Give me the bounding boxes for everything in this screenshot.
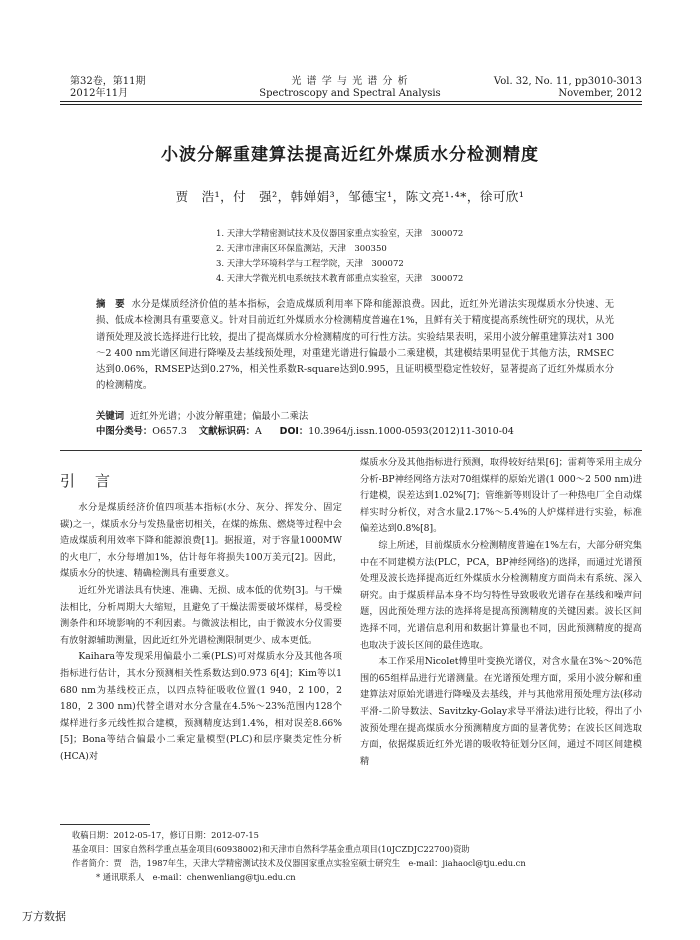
author-list: 贾 浩¹，付 强²，韩婵娟³，邹德宝¹，陈文亮¹·⁴*，徐可欣¹ — [175, 189, 525, 204]
watermark: 万方数据 — [22, 910, 66, 923]
left-column — [60, 500, 342, 766]
footnote-corresponding: * 通讯联系人 e-mail：chenwenliang@tju.edu.cn — [96, 872, 296, 882]
classification-line — [96, 425, 616, 439]
doi-value: 10.3964/j.issn.1000-0593(2012)11-3010-04 — [308, 426, 514, 437]
doc-code-value: A — [254, 426, 262, 437]
abstract — [96, 297, 614, 395]
affiliation-list — [216, 227, 463, 287]
section-heading: 引言 — [60, 472, 131, 490]
abstract-label: 摘 要 — [96, 299, 125, 310]
abstract-text: 水分是煤质经济价值的基本指标，会造成煤质利用率下降和能源浪费。因此，近红外光谱法实现煤质水分快速、无损、低成本检测具有重要意义。针对目前近红外煤质水分检测精度普遍在1%，且鲜有关于精度提高系统性研究的现状，从光谱预处理及波长选择进行比较，提出了提高煤质水分检测精度的可行性方法。实验结果表明，采用小波分解重建算法对1 300～2 400 nm光谱区间进行降噪及去基线预处理，对重建光谱进行偏最小二乘建模，其建模结果明显优于其他方法，RMSEC达到0.06%，RMSEP达到0.27%，相关性系数R-square达到0.995，且证明模型稳定性较好，显著提高了近红外煤质水分的检测精度。 — [96, 299, 614, 392]
affiliation-item: 4. 天津大学微光机电系统技术教育部重点实验室，天津 300072 — [216, 274, 464, 284]
footnote-fund: 基金项目：国家自然科学重点基金项目(60938002)和天津市自然科学基金重点项目(10JCZDJC22700)资助 — [72, 844, 470, 854]
header-rule-thin — [60, 104, 642, 105]
body-paragraph: 煤质水分及其他指标进行预测，取得较好结果[6]；雷莉等采用主成分分析-BP神经网络方法对70组煤样的原始光谱(1 000～2 500 nm)进行建模，误差达到1.02%[7]；管维新等则设计了一种热电厂全自动煤样实时分析仪，对含水量2.17%～5.4%的人炉煤样进行实验，标准偏差达到0.8%[8]。 — [360, 457, 642, 535]
journal-citation — [494, 76, 642, 100]
keywords — [96, 410, 616, 424]
keywords-text: 近红外光谱；小波分解重建；偏最小二乘法 — [130, 411, 309, 422]
body-paragraph: 综上所述，目前煤质水分检测精度普遍在1%左右，大部分研究集中在不同建模方法(PLC，PCA，BP神经网络)的选择，而通过光谱预处理及波长选择提高近红外煤质水分检测精度方面尚未有系统、深入研究。由于煤质样品本身不均匀特性导致吸收光谱存在基线和噪声问题，因此预处理方法的选择将是提高预测精度的关键因素。波长区间选择不同，光谱信息利用和数据计算量也不同，因此预测精度的提高也取决于波长区间的最佳选取。 — [360, 539, 642, 651]
clc-label: 中图分类号： — [96, 426, 153, 437]
doi-label: DOI： — [279, 426, 309, 437]
journal-name-en: Spectroscopy and Spectral Analysis — [259, 88, 441, 99]
right-column — [360, 455, 642, 770]
citation-date: November, 2012 — [558, 88, 642, 99]
affiliation-item: 2. 天津市津南区环保监测站，天津 300350 — [216, 244, 387, 254]
footnote-rule — [60, 824, 150, 825]
body-paragraph: Kaihara等发现采用偏最小二乘(PLS)可对煤质水分及其他各项指标进行估计，其水分预测相关性系数达到0.973 6[4]；Kim等以1 680 nm为基线校正点，以四点特征吸收位置(1 940，2 100，2 180，2 300 nm)代替全谱对水分含量在4.5%～23%范围内128个煤样进行多元线性拟合建模，预测精度达到1.4%，相对误差8.66%[5]；Bona等结合偏最小二乘定量模型(PLC)和层序聚类定性分析(HCA)对 — [60, 651, 342, 762]
footnote-received: 收稿日期：2012-05-17，修订日期：2012-07-15 — [72, 830, 259, 840]
issue-date: 2012年11月 — [70, 88, 129, 99]
affiliation-item: 1. 天津大学精密测试技术及仪器国家重点实验室，天津 300072 — [216, 229, 464, 239]
affiliation-item: 3. 天津大学环境科学与工程学院，天津 300072 — [216, 259, 404, 269]
volume-issue: 第32卷，第11期 — [70, 76, 146, 87]
body-paragraph: 本工作采用Nicolet傅里叶变换光谱仪，对含水量在3%～20%范围的65组样品进行光谱测量。在光谱预处理方面，采用小波分解和重建算法对原始光谱进行降噪及去基线，并与其他常用预处理方法(移动平滑-二阶导数法、Savitzky-Golay求导平滑法)进行比较，得出了小波预处理在提高煤质水分预测精度方面的显著优势；在波长区间选取方面，依据煤质近红外光谱的吸收特征划分区间，通过不同区间建模精 — [360, 656, 642, 767]
journal-name-cn: 光 谱 学 与 光 谱 分 析 — [291, 76, 409, 87]
clc-value: O657.3 — [152, 426, 187, 437]
header-rule-thick — [60, 101, 642, 102]
doc-code-label: 文献标识码： — [198, 426, 255, 437]
section-divider — [60, 450, 642, 451]
keywords-label: 关键词 — [96, 411, 125, 422]
citation-pages: Vol. 32, No. 11, pp3010-3013 — [493, 76, 642, 87]
paper-title: 小波分解重建算法提高近红外煤质水分检测精度 — [161, 145, 539, 165]
body-paragraph: 水分是煤质经济价值四项基本指标(水分、灰分、挥发分、固定碳)之一，煤质水分与发热量密切相关，在煤的炼焦、燃烧等过程中会造成煤质利用效率下降和能源浪费[1]。据报道，对于容量1000MW的火电厂，水分每增加1%，估计每年将损失100万美元[2]。因此，煤质水分的快速、精确检测具有重要意义。 — [60, 502, 342, 580]
footnote-author-bio: 作者简介：贾 浩，1987年生，天津大学精密测试技术及仪器国家重点实验室硕士研究生 e-mail：jiahaocl@tju.edu.cn — [72, 858, 526, 868]
body-paragraph: 近红外光谱法具有快速、准确、无损、成本低的优势[3]。与干燥法相比，分析周期大大缩短，且避免了干燥法需要破坏煤样，易受检测条件和环境影响的不利因素。与微波法相比，由于微波水分仪需要有放射源辅助测量，因此近红外光谱检测限制更少、成本更低。 — [60, 584, 342, 646]
